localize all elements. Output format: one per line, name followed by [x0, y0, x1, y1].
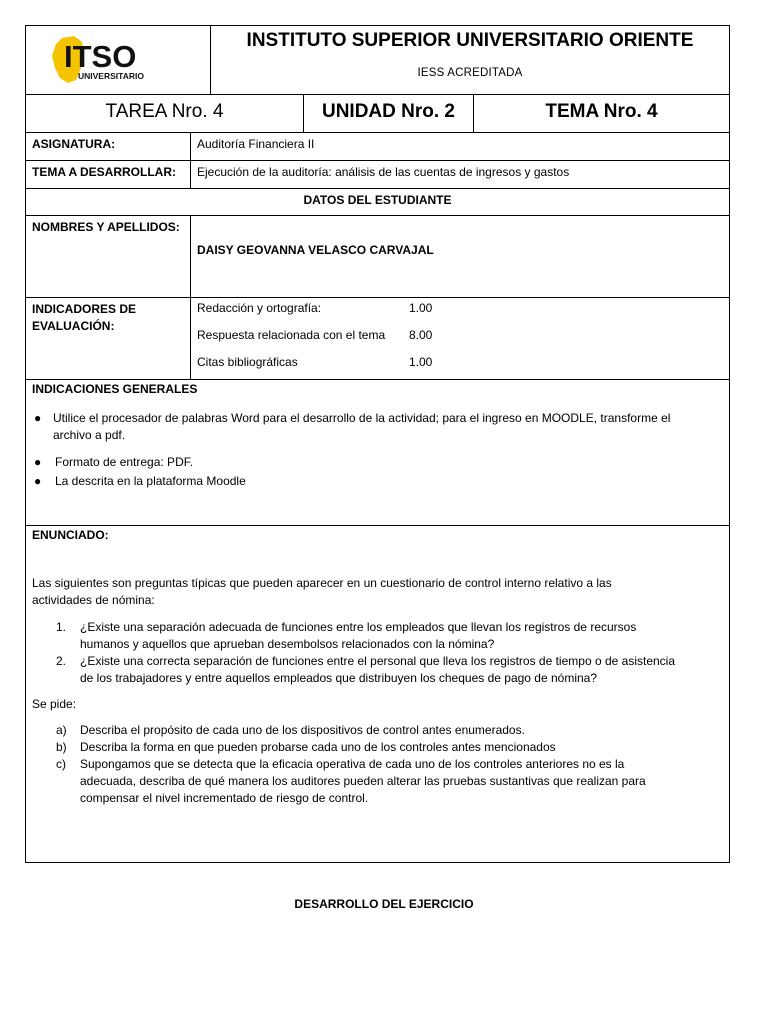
logo-subtext: UNIVERSITARIO	[78, 71, 144, 81]
question-2-line-1: ¿Existe una correcta separación de funciones entre el personal que lleva los registros de tiempo o de asistencia	[80, 654, 676, 668]
datos-cell	[26, 189, 730, 216]
bullet-icon: ●	[34, 455, 42, 469]
indicator-list	[191, 298, 729, 371]
task-text	[80, 756, 646, 807]
indicadores-label-line-1: INDICADORES DE	[32, 302, 137, 316]
bullet-icon: ●	[34, 474, 42, 488]
tema-title: TEMA Nro. 4	[545, 101, 658, 122]
logo-cell	[26, 26, 211, 95]
indicaciones-row	[26, 380, 730, 526]
question-1-line-1: ¿Existe una separación adecuada de funciones entre los empleados que llevan los registros de recursos	[80, 620, 637, 634]
tema-label: TEMA A DESARROLLAR:	[32, 165, 176, 179]
indicator-score: 1.00	[409, 301, 433, 315]
indicaciones-bullet-item	[26, 454, 729, 471]
indicaciones-heading: INDICACIONES GENERALES	[32, 382, 198, 396]
enunciado-cell	[26, 526, 730, 863]
tarea-title: TAREA Nro. 4	[105, 101, 224, 122]
enunciado-intro-line-2: actividades de nómina:	[32, 593, 155, 607]
indicadores-label	[26, 298, 190, 338]
asignatura-label: ASIGNATURA:	[32, 137, 116, 151]
task-c-line-1: Supongamos que se detecta que la eficacia operativa de cada uno de los controles anteriores no es la	[80, 757, 625, 771]
student-name: DAISY GEOVANNA VELASCO CARVAJAL	[197, 243, 434, 257]
indicadores-value-cell	[191, 298, 730, 380]
question-number: 1.	[56, 620, 67, 634]
bullet-1-line-1: Utilice el procesador de palabras Word para el desarrollo de la actividad; para el ingreso en MOODLE, transforme el	[53, 411, 671, 425]
question-2-line-2: de los trabajadores y entre aquellos empleados que distribuyen los cheques de pago de nómina?	[80, 671, 598, 685]
datos-heading: DATOS DEL ESTUDIANTE	[303, 193, 452, 207]
task-letter: c)	[56, 757, 66, 771]
logo-wordmark: ITSO	[64, 39, 137, 74]
indicaciones-bullet-text: La descrita en la plataforma Moodle	[55, 474, 246, 488]
task-text: Describa la forma en que pueden probarse cada uno de los controles antes mencionados	[80, 740, 556, 754]
indicator-item	[191, 300, 729, 327]
question-text	[80, 653, 675, 687]
institution-name: INSTITUTO SUPERIOR UNIVERSITARIO ORIENTE	[246, 30, 694, 51]
indicator-score: 8.00	[409, 328, 433, 342]
asignatura-value: Auditoría Financiera II	[197, 137, 315, 151]
itso-logo	[48, 34, 178, 86]
tema-value: Ejecución de la auditoría: análisis de las cuentas de ingresos y gastos	[197, 165, 570, 179]
tema-cell	[474, 95, 730, 133]
enunciado-heading: ENUNCIADO:	[32, 528, 109, 542]
tarea-cell	[26, 95, 304, 133]
nombres-label-cell	[26, 216, 191, 298]
bullet-1-line-2: archivo a pdf.	[53, 428, 126, 442]
indicator-item	[191, 327, 729, 354]
task-item	[26, 756, 729, 807]
tema-value-cell	[191, 161, 730, 189]
indicaciones-bullet-item	[26, 473, 729, 490]
indicadores-label-cell	[26, 298, 191, 380]
indicaciones-bullet-text	[53, 410, 670, 444]
task-text: Describa el propósito de cada uno de los dispositivos de control antes enumerados.	[80, 723, 525, 737]
indicator-item	[191, 354, 729, 371]
titles-row	[26, 95, 730, 133]
task-item	[26, 722, 729, 739]
question-number: 2.	[56, 654, 67, 668]
indicadores-row	[26, 298, 730, 380]
nombres-row	[26, 216, 730, 298]
header-row	[26, 26, 730, 95]
asignatura-row	[26, 133, 730, 161]
unidad-cell	[304, 95, 474, 133]
question-item	[26, 619, 729, 653]
task-item	[26, 739, 729, 756]
indicaciones-cell	[26, 380, 730, 526]
question-text	[80, 619, 636, 653]
asignatura-label-cell	[26, 133, 191, 161]
indicator-score: 1.00	[409, 355, 433, 369]
enunciado-row	[26, 526, 730, 863]
enunciado-intro-line-1: Las siguientes son preguntas típicas que pueden aparecer en un cuestionario de control interno relativo a las	[32, 576, 612, 590]
nombres-value-cell	[191, 216, 730, 298]
indicator-name: Citas bibliográficas	[197, 355, 298, 369]
indicator-name: Redacción y ortografía:	[197, 301, 322, 315]
unidad-title: UNIDAD Nro. 2	[321, 101, 455, 122]
indicaciones-bullet-item	[26, 410, 729, 444]
indicadores-label-line-2: EVALUACIÓN:	[32, 319, 115, 333]
task-letter: a)	[56, 723, 67, 737]
tema-label-cell	[26, 161, 191, 189]
institution-subtitle: IESS ACREDITADA	[417, 67, 523, 79]
task-c-line-3: compensar el nivel incrementado de riesgo de control.	[80, 791, 369, 805]
task-letter: b)	[56, 740, 67, 754]
asignatura-value-cell	[191, 133, 730, 161]
enunciado-intro	[26, 547, 729, 609]
datos-row	[26, 189, 730, 216]
task-c-line-2: adecuada, describa de qué manera los auditores pueden alterar las pruebas sustantivas que realizan para	[80, 774, 646, 788]
desarrollo-heading: DESARROLLO DEL EJERCICIO	[294, 897, 474, 911]
question-item	[26, 653, 729, 687]
question-1-line-2: humanos y aquellos que aprueban desembolsos relacionados con la nómina?	[80, 637, 495, 651]
nombres-label: NOMBRES Y APELLIDOS:	[32, 220, 180, 234]
indicator-name: Respuesta relacionada con el tema	[197, 328, 386, 342]
indicaciones-bullet-text: Formato de entrega: PDF.	[55, 455, 194, 469]
se-pide-label: Se pide:	[32, 697, 77, 711]
institution-cell	[211, 26, 730, 95]
bullet-icon: ●	[34, 411, 42, 425]
assignment-form-table	[25, 25, 730, 863]
tema-row	[26, 161, 730, 189]
